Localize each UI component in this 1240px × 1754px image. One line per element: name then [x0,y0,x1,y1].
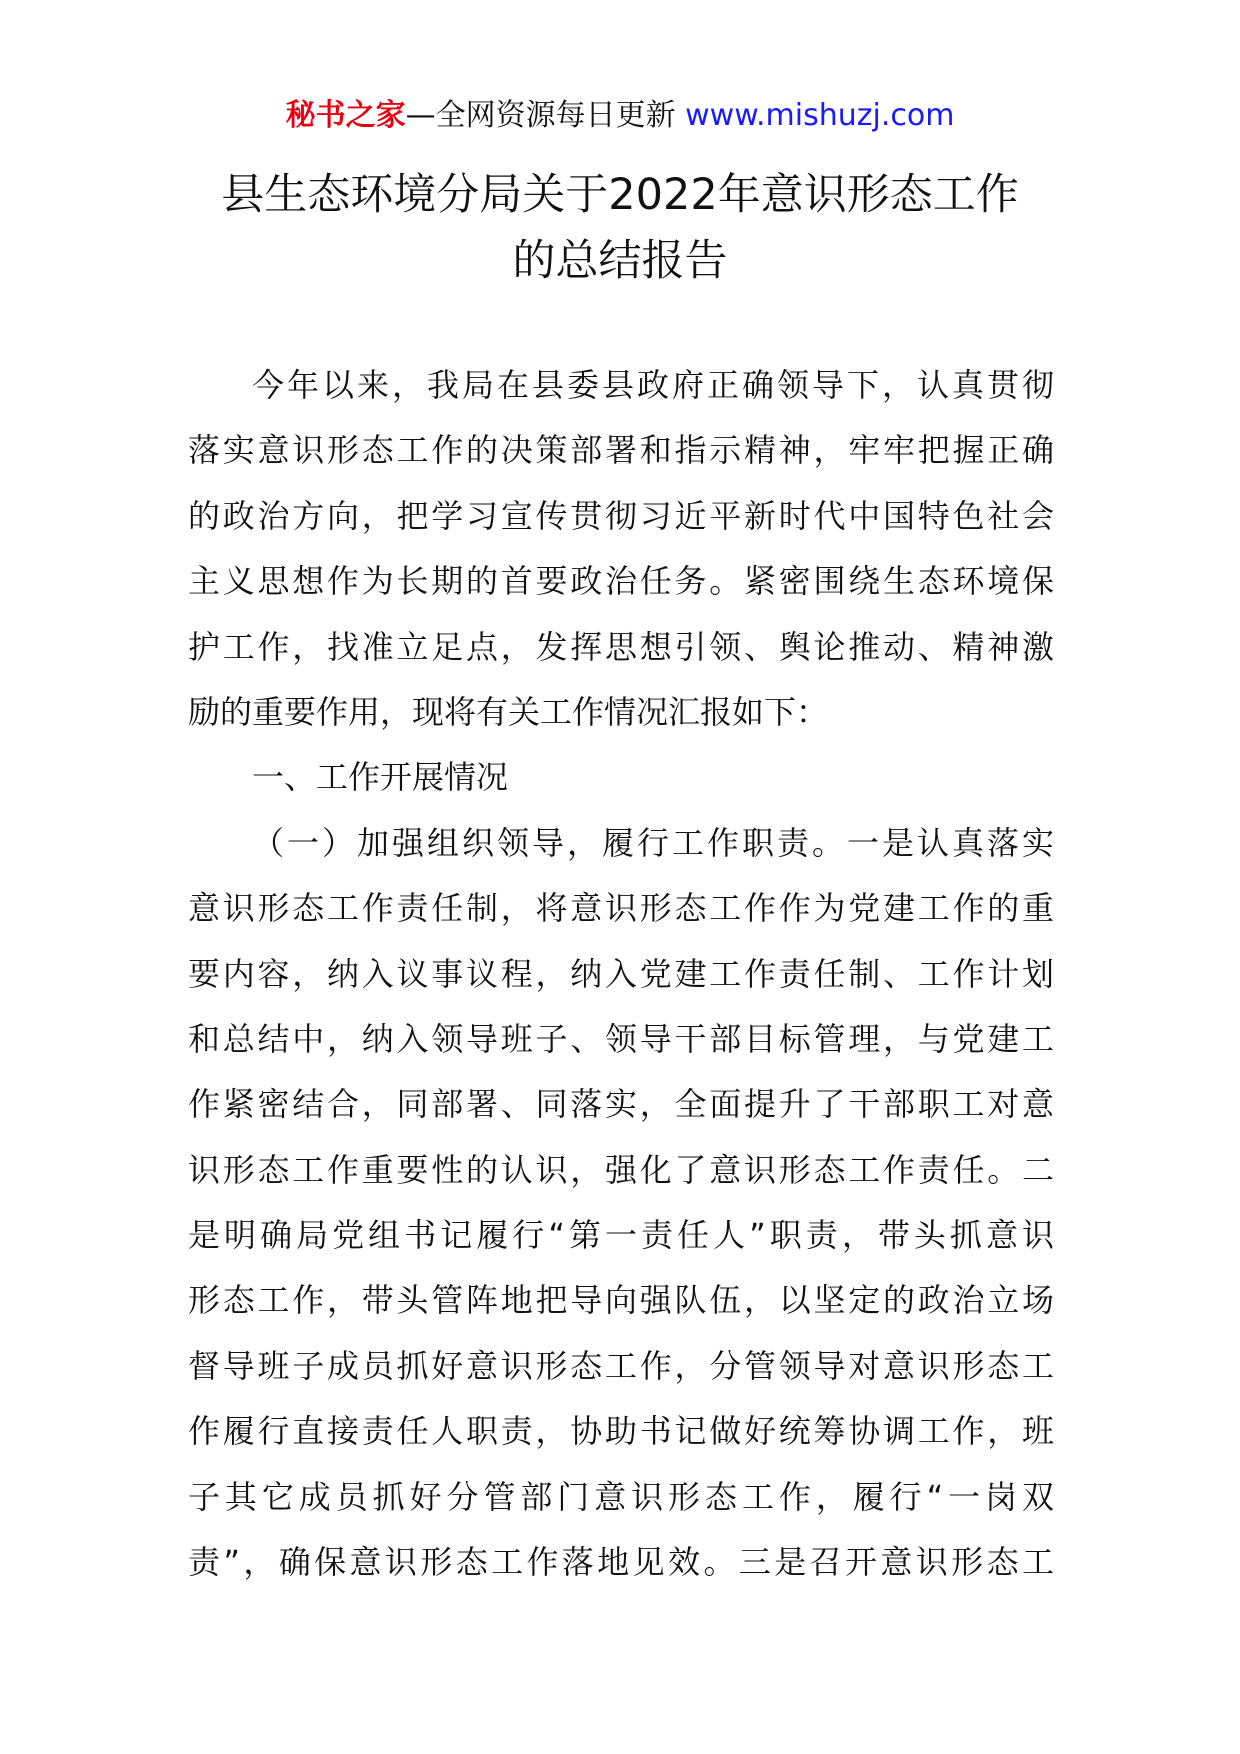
body-line: 识形态工作重要性的认识，强化了意识形态工作责任。二 [188,1150,1054,1189]
body-line: 形态工作，带头管阵地把导向强队伍，以坚定的政治立场 [188,1281,1054,1320]
body-line: 今年以来，我局在县委县政府正确领导下，认真贯彻 [252,366,1054,404]
body-line: 的政治方向，把学习宣传贯彻习近平新时代中国特色社会 [188,496,1054,535]
body-line: 督导班子成员抓好意识形态工作，分管领导对意识形态工 [188,1346,1054,1385]
body-line: 主义思想作为长期的首要政治任务。紧密围绕生态环境保 [188,562,1054,601]
document-title [0,162,1240,294]
section-heading: 一、工作开展情况 [252,758,509,797]
site-header [0,96,1240,136]
body-line: 励的重要作用，现将有关工作情况汇报如下： [188,692,829,731]
body-line: 是明确局党组书记履行“第一责任人”职责，带头抓意识 [188,1216,1054,1255]
site-brand: 秘书之家 [285,98,406,133]
body-line: 和总结中，纳入领导班子、领导干部目标管理，与党建工 [188,1019,1054,1058]
body-line: 落实意识形态工作的决策部署和指示精神，牢牢把握正确 [188,431,1054,470]
body-line: 要内容，纳入议事议程，纳入党建工作责任制、工作计划 [188,954,1054,993]
body-line: 责”，确保意识形态工作落地见效。三是召开意识形态工 [188,1543,1054,1582]
body-line: 作履行直接责任人职责，协助书记做好统筹协调工作，班 [188,1412,1054,1451]
site-tagline: —全网资源每日更新 [405,98,686,133]
body-line: 意识形态工作责任制，将意识形态工作作为党建工作的重 [188,889,1054,928]
body-line: 作紧密结合，同部署、同落实，全面提升了干部职工对意 [188,1085,1054,1124]
body-line: （一）加强组织领导，履行工作职责。一是认真落实 [252,823,1054,862]
site-url-link[interactable]: www.mishuzj.com [685,98,955,133]
body-line: 子其它成员抓好分管部门意识形态工作，履行“一岗双 [188,1477,1054,1516]
title-line-1: 县生态环境分局关于2022年意识形态工作 [221,170,1019,220]
body-line: 护工作，找准立足点，发挥思想引领、舆论推动、精神激 [188,627,1054,666]
title-line-2: 的总结报告 [512,236,728,286]
document-body [188,353,1054,1595]
